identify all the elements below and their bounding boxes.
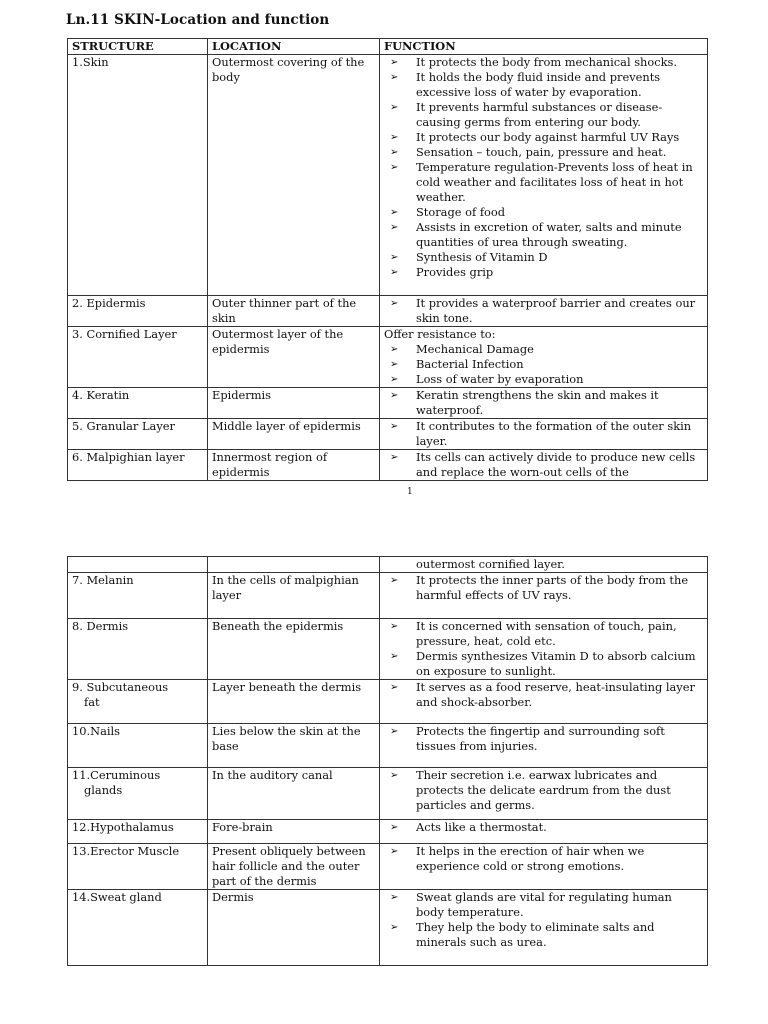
skin-table-page-2 (67, 556, 708, 966)
location-cell: Fore-brain (208, 820, 380, 844)
location-cell: In the cells of malpighian layer (208, 573, 380, 619)
function-item: ➢ Loss of water by evaporation (384, 372, 703, 387)
location-cell: Outermost layer of the epidermis (208, 327, 380, 388)
function-cell (380, 450, 708, 481)
function-item: ➢ Acts like a thermostat. (384, 820, 703, 835)
function-item: ➢ It serves as a food reserve, heat-insulating layer and shock-absorber. (384, 680, 703, 710)
function-item: ➢ Sweat glands are vital for regulating human body temperature. (384, 890, 703, 920)
function-cell: outermost cornified layer. (380, 557, 708, 573)
location-cell: Innermost region of epidermis (208, 450, 380, 481)
function-item: ➢ It protects the body from mechanical shocks. (384, 55, 703, 70)
continuation-row (68, 557, 708, 573)
table-row (68, 768, 708, 820)
structure-cell: 2. Epidermis (68, 296, 208, 327)
structure-cell: 12.Hypothalamus (68, 820, 208, 844)
function-cell (380, 820, 708, 844)
function-item: ➢ It provides a waterproof barrier and creates our skin tone. (384, 296, 703, 326)
header-location: LOCATION (208, 39, 380, 55)
function-item: ➢ It protects our body against harmful UV Rays (384, 130, 703, 145)
table-row (68, 388, 708, 419)
function-cell (380, 419, 708, 450)
function-cell (380, 680, 708, 724)
function-item: ➢ Keratin strengthens the skin and makes it waterproof. (384, 388, 703, 418)
function-item: ➢ Its cells can actively divide to produce new cells and replace the worn-out cells of the (384, 450, 703, 480)
table-row (68, 844, 708, 890)
table-header-row (68, 39, 708, 55)
structure-cell: 8. Dermis (68, 619, 208, 680)
structure-cell: 4. Keratin (68, 388, 208, 419)
table-row (68, 327, 708, 388)
structure-cell: 7. Melanin (68, 573, 208, 619)
function-cell (380, 327, 708, 388)
location-cell: Outer thinner part of the skin (208, 296, 380, 327)
structure-cell (68, 557, 208, 573)
table-row (68, 573, 708, 619)
header-function: FUNCTION (380, 39, 708, 55)
location-cell: Present obliquely between hair follicle and the outer part of the dermis (208, 844, 380, 890)
structure-cell: 5. Granular Layer (68, 419, 208, 450)
function-cell (380, 724, 708, 768)
function-cell (380, 844, 708, 890)
structure-text: 9. Subcutaneous (72, 680, 169, 694)
location-cell: Dermis (208, 890, 380, 966)
function-cell (380, 768, 708, 820)
structure-cell: 3. Cornified Layer (68, 327, 208, 388)
structure-text-cont: glands (84, 783, 123, 797)
structure-cell (68, 768, 208, 820)
structure-text-cont: fat (84, 695, 100, 709)
function-cell (380, 388, 708, 419)
table-row (68, 619, 708, 680)
function-item: ➢ It protects the inner parts of the body from the harmful effects of UV rays. (384, 573, 703, 603)
function-item: ➢ Sensation – touch, pain, pressure and heat. (384, 145, 703, 160)
structure-text: 11.Ceruminous (72, 768, 161, 782)
function-item: ➢ Storage of food (384, 205, 703, 220)
location-cell: Middle layer of epidermis (208, 419, 380, 450)
location-cell: In the auditory canal (208, 768, 380, 820)
function-item: ➢ Bacterial Infection (384, 357, 703, 372)
function-item: ➢ It is concerned with sensation of touch, pain, pressure, heat, cold etc. (384, 619, 703, 649)
document-title: Ln.11 SKIN-Location and function (66, 12, 330, 28)
function-item: ➢ Mechanical Damage (384, 342, 703, 357)
structure-cell: 10.Nails (68, 724, 208, 768)
table-row (68, 55, 708, 296)
structure-cell: 14.Sweat gland (68, 890, 208, 966)
structure-cell: 1.Skin (68, 55, 208, 296)
function-item: ➢ Their secretion i.e. earwax lubricates and protects the delicate eardrum from the dust particles and germs. (384, 768, 703, 813)
skin-table-page-1 (67, 38, 708, 481)
page-number: 1 (407, 487, 413, 497)
location-cell: Lies below the skin at the base (208, 724, 380, 768)
table-row (68, 890, 708, 966)
location-cell: Outermost covering of the body (208, 55, 380, 296)
table-row (68, 450, 708, 481)
location-cell: Epidermis (208, 388, 380, 419)
function-item: ➢ It helps in the erection of hair when we experience cold or strong emotions. (384, 844, 703, 874)
function-item: ➢ Dermis synthesizes Vitamin D to absorb calcium on exposure to sunlight. (384, 649, 703, 679)
function-item: ➢ Temperature regulation-Prevents loss of heat in cold weather and facilitates loss of heat in hot weather. (384, 160, 703, 205)
function-item: ➢ Assists in excretion of water, salts and minute quantities of urea through sweating. (384, 220, 703, 250)
function-cell (380, 55, 708, 296)
structure-cell (68, 680, 208, 724)
header-structure: STRUCTURE (68, 39, 208, 55)
location-cell: Beneath the epidermis (208, 619, 380, 680)
table-row (68, 820, 708, 844)
function-cell (380, 296, 708, 327)
function-cell (380, 573, 708, 619)
function-item: ➢ They help the body to eliminate salts and minerals such as urea. (384, 920, 703, 950)
function-intro: Offer resistance to: (384, 327, 496, 341)
function-cell (380, 619, 708, 680)
table-row (68, 296, 708, 327)
function-cell (380, 890, 708, 966)
function-item: ➢ It prevents harmful substances or disease-causing germs from entering our body. (384, 100, 703, 130)
function-item: ➢ It contributes to the formation of the outer skin layer. (384, 419, 703, 449)
function-item: ➢ It holds the body fluid inside and prevents excessive loss of water by evaporation. (384, 70, 703, 100)
location-cell: Layer beneath the dermis (208, 680, 380, 724)
table-row (68, 419, 708, 450)
function-item: ➢ Protects the fingertip and surrounding soft tissues from injuries. (384, 724, 703, 754)
table-row (68, 724, 708, 768)
function-item: ➢ Synthesis of Vitamin D (384, 250, 703, 265)
function-item: ➢ Provides grip (384, 265, 703, 280)
table-row (68, 680, 708, 724)
location-cell (208, 557, 380, 573)
structure-cell: 6. Malpighian layer (68, 450, 208, 481)
structure-cell: 13.Erector Muscle (68, 844, 208, 890)
